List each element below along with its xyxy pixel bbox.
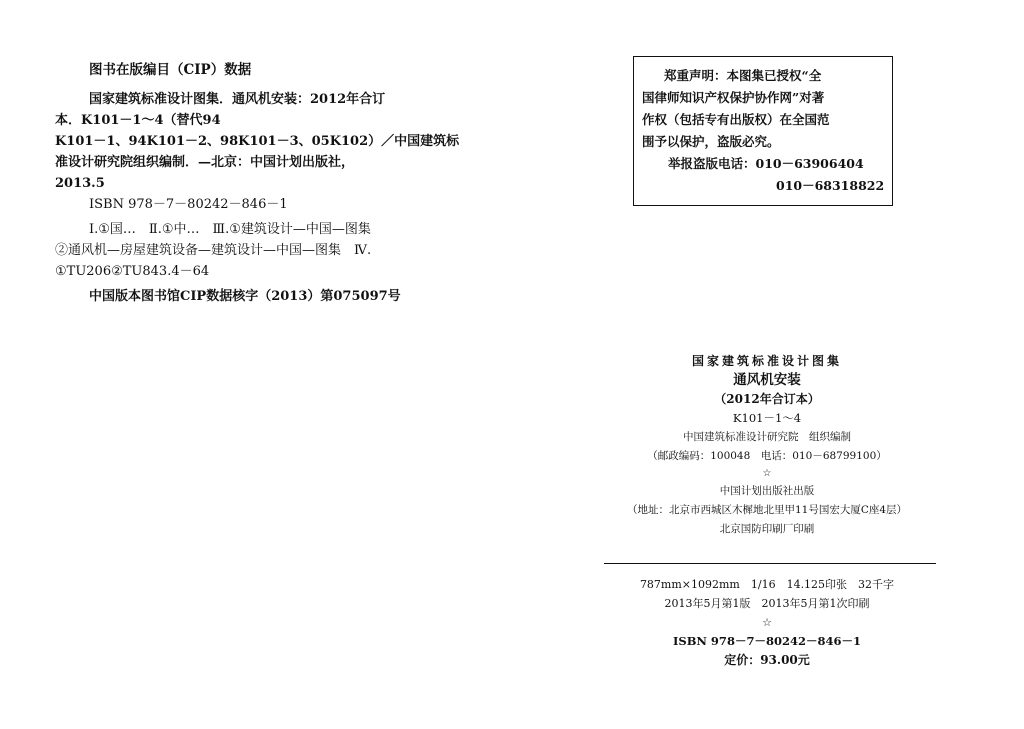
notice-line: 作权（包括专有出版权）在全国范 bbox=[642, 112, 830, 127]
notice-line: 国律师知识产权保护协作网”对著 bbox=[642, 90, 825, 105]
compiler-contact: （邮政编码：100048 电话：010－68799100） bbox=[647, 450, 887, 462]
cip-classification-line: ②通风机—房屋建筑设备—建筑设计—中国—图集 Ⅳ. bbox=[55, 243, 372, 258]
cip-line: 国家建筑标准设计图集．通风机安装：2012年合订 bbox=[89, 92, 386, 107]
book-format: 787mm×1092mm 1/16 14.125印张 32千字 bbox=[639, 578, 895, 591]
specs-isbn: ISBN 978－7－80242－846－1 bbox=[673, 634, 861, 648]
star-icon: ☆ bbox=[762, 616, 772, 629]
notice-phone: 举报盗版电话：010－63906404 bbox=[668, 156, 864, 171]
cip-number: 中国版本图书馆CIP数据核字（2013）第075097号 bbox=[89, 289, 401, 304]
notice-line: 郑重声明：本图集已授权“全 bbox=[664, 68, 822, 83]
cip-line: 本．K101－1～4（替代94 bbox=[55, 113, 221, 128]
printer: 北京国防印刷厂印刷 bbox=[719, 523, 815, 535]
specs-block bbox=[602, 575, 932, 670]
cip-heading: 图书在版编目（CIP）数据 bbox=[89, 62, 252, 78]
cip-classification-line: Ⅰ.①国… Ⅱ.①中… Ⅲ.①建筑设计—中国—图集 bbox=[89, 222, 371, 237]
edition-print: 2013年5月第1版 2013年5月第1次印刷 bbox=[664, 597, 870, 610]
book-edition: （2012年合订本） bbox=[714, 392, 820, 406]
piracy-notice-box bbox=[633, 56, 893, 206]
cip-block bbox=[55, 60, 475, 307]
notice-line: 围予以保护，盗版必究。 bbox=[642, 134, 780, 149]
publisher-address: （地址：北京市西城区木樨地北里甲11号国宏大厦C座4层） bbox=[626, 504, 908, 516]
book-code: K101－1～4 bbox=[732, 411, 802, 425]
right-page bbox=[512, 0, 1024, 729]
cip-isbn: ISBN 978－7－80242－846－1 bbox=[89, 197, 288, 212]
compiler: 中国建筑标准设计研究院 组织编制 bbox=[683, 431, 851, 443]
series-name: 国家建筑标准设计图集 bbox=[691, 354, 842, 368]
publisher: 中国计划出版社出版 bbox=[719, 485, 815, 497]
colophon-divider bbox=[604, 563, 936, 564]
cip-line: 准设计研究院组织编制．—北京：中国计划出版社， bbox=[55, 155, 355, 170]
cip-classification-line: ①TU206②TU843.4－64 bbox=[55, 264, 210, 279]
book-title: 通风机安装 bbox=[733, 372, 801, 388]
star-icon: ☆ bbox=[762, 468, 772, 479]
cip-line: 2013.5 bbox=[55, 176, 105, 191]
colophon-block bbox=[602, 352, 932, 539]
book-price: 定价：93.00元 bbox=[724, 653, 810, 667]
notice-phone-2: 010－68318822 bbox=[776, 178, 885, 193]
cip-line: K101－1、94K101－2、98K101－3、05K102）／中国建筑标 bbox=[55, 134, 460, 149]
